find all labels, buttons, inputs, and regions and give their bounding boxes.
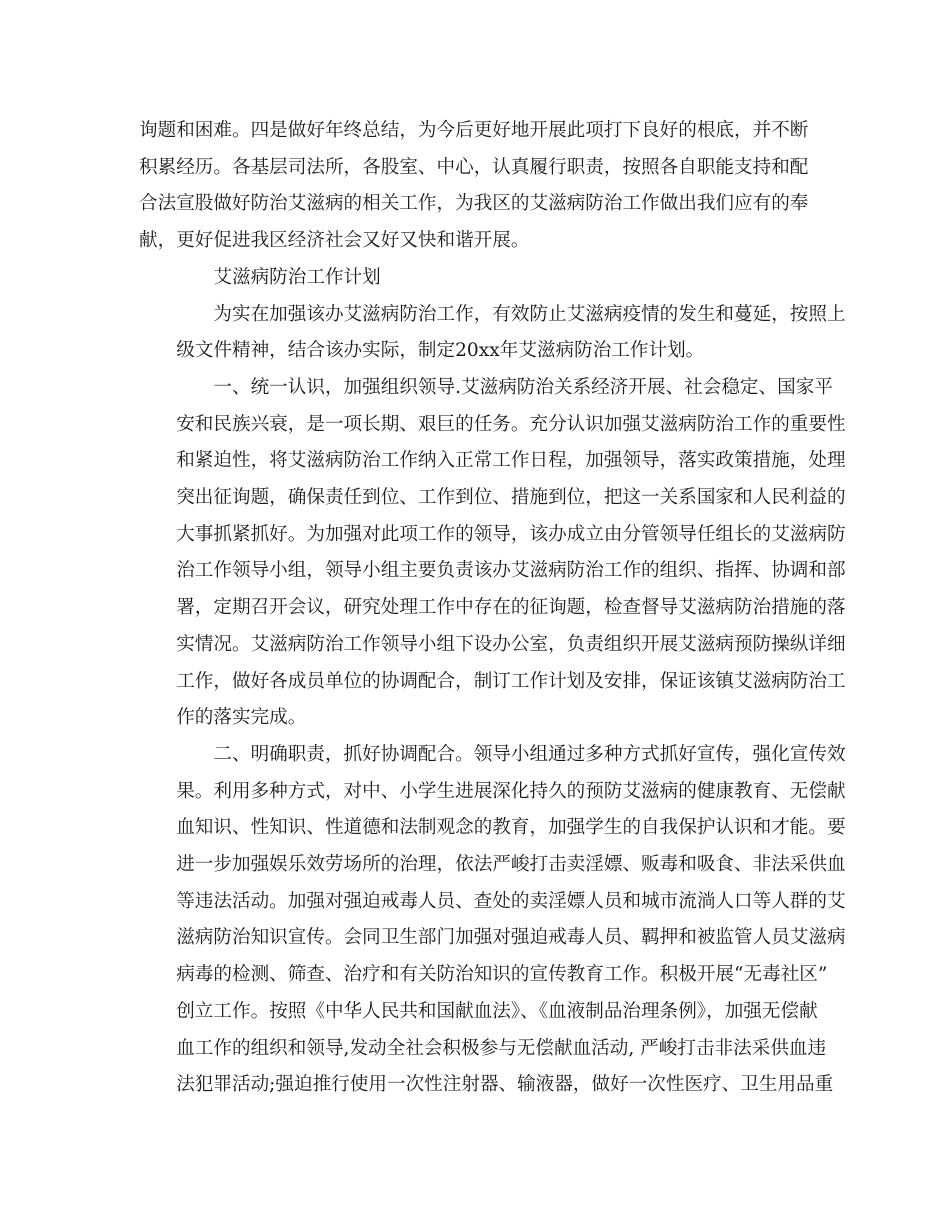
paragraph-1 xyxy=(139,113,811,260)
text-line: 大事抓紧抓好。为加强对此项工作的领导，该办成立由分管领导任组长的艾滋病防 xyxy=(176,523,846,545)
text-line: 和紧迫性，将艾滋病防治工作纳入正常工作日程，加强领导，落实政策措施，处理 xyxy=(176,450,846,472)
text-line: 治工作领导小组，领导小组主要负责该办艾滋病防治工作的组织、指挥、协调和部 xyxy=(176,560,846,582)
document-body xyxy=(139,113,846,1104)
text-line: 果。利用多种方式，对中、小学生进展深化持久的预防艾滋病的健康教育、无偿献 xyxy=(176,780,846,802)
text-line: 合法宣股做好防治艾滋病的相关工作，为我区的艾滋病防治工作做出我们应有的奉 xyxy=(139,193,809,215)
text-line: 询题和困难。四是做好年终总结，为今后更好地开展此项打下良好的根底，并不断 xyxy=(139,120,809,141)
text-line: 血知识、性知识、性道德和法制观念的教育，加强学生的自我保护认识和才能。要 xyxy=(176,817,846,839)
text-line: 为实在加强该办艾滋病防治工作，有效防止艾滋病疫情的发生和蔓延，按照上 xyxy=(213,303,846,325)
paragraph-section-2 xyxy=(139,737,846,1104)
text-line: 工作，做好各成员单位的协调配合，制订工作计划及安排，保证该镇艾滋病防治工 xyxy=(176,670,846,692)
text-line: 突出征询题，确保责任到位、工作到位、措施到位，把这一关系国家和人民利益的 xyxy=(176,487,846,509)
text-line: 病毒的检测、筛查、治疗和有关防治知识的宣传教育工作。积极开展“无毒社区” xyxy=(176,964,828,986)
text-line: 安和民族兴衰，是一项长期、艰巨的任务。充分认识加强艾滋病防治工作的重要性 xyxy=(176,413,846,435)
paragraph-section-1 xyxy=(139,370,846,737)
section-heading xyxy=(139,260,811,297)
text-line: 献，更好促进我区经济社会又好又快和谐开展。 xyxy=(139,230,530,252)
text-line: 滋病防治知识宣传。会同卫生部门加强对强迫戒毒人员、羁押和被监管人员艾滋病 xyxy=(176,927,846,949)
text-line: 署，定期召开会议，研究处理工作中存在的征询题，检查督导艾滋病防治措施的落 xyxy=(176,597,846,619)
paragraph-intro xyxy=(139,297,846,370)
text-line: 积累经历。各基层司法所，各股室、中心，认真履行职责，按照各自职能支持和配 xyxy=(139,156,809,178)
heading-text: 艾滋病防治工作计划 xyxy=(213,266,381,288)
text-line: 一、统一认识，加强组织领导.艾滋病防治关系经济开展、社会稳定、国家平 xyxy=(213,376,833,398)
text-line: 二、明确职责，抓好协调配合。领导小组通过多种方式抓好宣传，强化宣传效 xyxy=(213,743,846,765)
text-line: 法犯罪活动;强迫推行使用一次性注射器、输液器，做好一次性医疗、卫生用品重 xyxy=(176,1074,834,1096)
text-line: 血工作的组织和领导,发动全社会积极参与无偿献血活动, 严峻打击非法采供血违 xyxy=(176,1037,827,1059)
text-line: 进一步加强娱乐效劳场所的治理，依法严峻打击卖淫嫖、贩毒和吸食、非法采供血 xyxy=(176,854,846,876)
text-line: 级文件精神，结合该办实际，制定20xx年艾滋病防治工作计划。 xyxy=(176,340,705,362)
text-line: 创立工作。按照《中华人民共和国献血法》、《血液制品治理条例》，加强无偿献 xyxy=(176,1000,818,1022)
text-line: 作的落实完成。 xyxy=(176,707,307,729)
text-line: 实情况。艾滋病防治工作领导小组下设办公室，负责组织开展艾滋病预防操纵详细 xyxy=(176,633,846,655)
text-line: 等违法活动。加强对强迫戒毒人员、查处的卖淫嫖人员和城市流淌人口等人群的艾 xyxy=(176,890,846,912)
